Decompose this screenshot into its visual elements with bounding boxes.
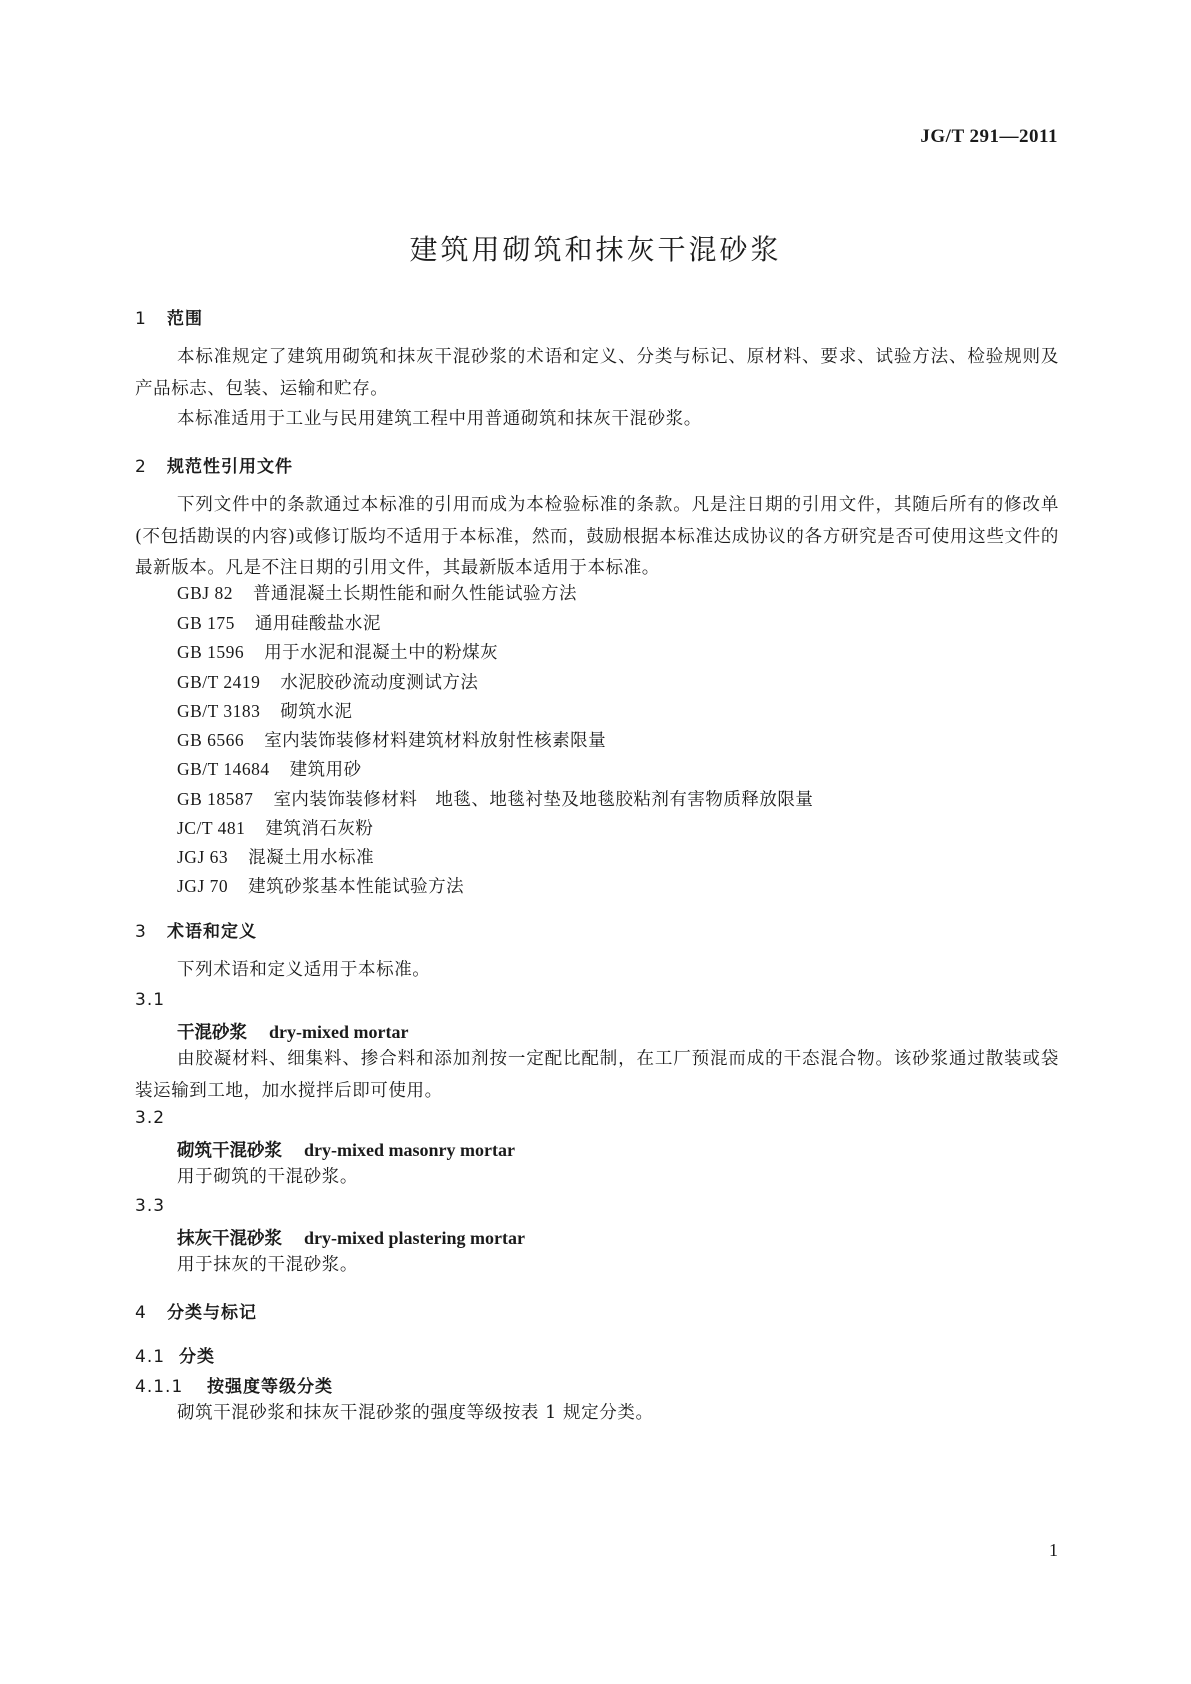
subsubsection-heading <box>135 1372 333 1397</box>
reference-name: 建筑砂浆基本性能试验方法 <box>248 877 465 897</box>
subsubsection-number: 4.1.1 <box>135 1377 184 1397</box>
section-3-heading <box>135 917 257 942</box>
term-zh: 砌筑干混砂浆 <box>177 1141 282 1161</box>
reference-item <box>177 786 813 811</box>
reference-name: 砌筑水泥 <box>280 702 353 722</box>
reference-code: GB 18587 <box>177 789 254 809</box>
reference-item <box>177 639 498 664</box>
section-number: 4 <box>135 1303 147 1323</box>
document-title: 建筑用砌筑和抹灰干混砂浆 <box>409 233 782 266</box>
reference-code: JGJ 70 <box>177 876 229 896</box>
reference-item <box>177 669 478 694</box>
reference-name: 水泥胶砂流动度测试方法 <box>280 673 479 693</box>
term-en: dry-mixed masonry mortar <box>304 1140 515 1160</box>
reference-name: 室内装饰装修材料 地毯、地毯衬垫及地毯胶粘剂有害物质释放限量 <box>273 790 814 810</box>
term-definition: 由胶凝材料、细集料、掺合料和添加剂按一定配比配制，在工厂预混而成的干态混合物。该砂浆通过散装或袋装运输到工地，加水搅拌后即可使用。 <box>135 1049 1059 1101</box>
section-4-text: 砌筑干混砂浆和抹灰干混砂浆的强度等级按表 1 规定分类。 <box>177 1403 654 1423</box>
reference-item <box>177 610 381 635</box>
reference-code: GB/T 3183 <box>177 701 261 721</box>
reference-name: 用于水泥和混凝土中的粉煤灰 <box>264 643 499 663</box>
reference-name: 建筑消石灰粉 <box>265 819 374 839</box>
section-number: 3 <box>135 922 147 942</box>
reference-code: GB 175 <box>177 613 235 633</box>
subsection-heading <box>135 1342 215 1367</box>
reference-code: JGJ 63 <box>177 847 229 867</box>
section-1-paragraph-1: 本标准规定了建筑用砌筑和抹灰干混砂浆的术语和定义、分类与标记、原材料、要求、试验方法、检验规则及产品标志、包装、运输和贮存。 <box>135 347 1059 399</box>
section-title: 范围 <box>167 309 203 329</box>
term-heading <box>177 1019 408 1044</box>
section-number: 2 <box>135 457 147 477</box>
subsubsection-title: 按强度等级分类 <box>207 1377 333 1397</box>
term-number: 3.3 <box>135 1196 166 1216</box>
reference-code: GB 1596 <box>177 642 245 662</box>
standard-code: JG/T 291—2011 <box>920 126 1058 147</box>
section-title: 术语和定义 <box>167 922 257 942</box>
reference-name: 建筑用砂 <box>289 760 362 780</box>
term-number: 3.2 <box>135 1108 166 1128</box>
term-heading <box>177 1137 515 1162</box>
term-number: 3.1 <box>135 990 166 1010</box>
section-1-heading <box>135 304 203 329</box>
reference-code: GB/T 2419 <box>177 672 261 692</box>
section-1-paragraph-2: 本标准适用于工业与民用建筑工程中用普通砌筑和抹灰干混砂浆。 <box>177 409 702 429</box>
reference-name: 室内装饰装修材料建筑材料放射性核素限量 <box>264 731 607 751</box>
reference-item <box>177 844 374 869</box>
reference-name: 普通混凝土长期性能和耐久性能试验方法 <box>253 584 577 604</box>
reference-item <box>177 756 362 781</box>
reference-code: JC/T 481 <box>177 818 246 838</box>
page-number: 1 <box>1049 1540 1058 1560</box>
subsection-number: 4.1 <box>135 1347 166 1367</box>
term-definition: 用于砌筑的干混砂浆。 <box>177 1167 358 1187</box>
section-4-heading <box>135 1298 257 1323</box>
reference-item <box>177 873 464 898</box>
reference-item <box>177 815 373 840</box>
reference-name: 通用硅酸盐水泥 <box>254 614 381 634</box>
section-2-heading <box>135 452 293 477</box>
reference-item <box>177 698 352 723</box>
term-en: dry-mixed plastering mortar <box>304 1228 525 1248</box>
term-en: dry-mixed mortar <box>269 1022 409 1042</box>
term-zh: 抹灰干混砂浆 <box>177 1229 282 1249</box>
subsection-title: 分类 <box>179 1347 215 1367</box>
section-number: 1 <box>135 309 147 329</box>
term-heading <box>177 1225 525 1250</box>
reference-code: GBJ 82 <box>177 583 233 603</box>
reference-name: 混凝土用水标准 <box>248 848 375 868</box>
reference-item <box>177 727 606 752</box>
section-title: 规范性引用文件 <box>167 457 293 477</box>
section-title: 分类与标记 <box>167 1303 257 1323</box>
reference-code: GB/T 14684 <box>177 759 270 779</box>
reference-item <box>177 580 577 605</box>
reference-code: GB 6566 <box>177 730 245 750</box>
section-2-intro: 下列文件中的条款通过本标准的引用而成为本检验标准的条款。凡是注日期的引用文件，其随后所有的修改单(不包括勘误的内容)或修订版均不适用于本标准，然而，鼓励根据本标准达成协议的各方研究是否可使用这些文件的最新版本。凡是不注日期的引用文件，其最新版本适用于本标准。 <box>135 495 1059 578</box>
term-definition: 用于抹灰的干混砂浆。 <box>177 1255 358 1275</box>
term-zh: 干混砂浆 <box>177 1023 247 1043</box>
section-3-intro: 下列术语和定义适用于本标准。 <box>177 960 431 980</box>
